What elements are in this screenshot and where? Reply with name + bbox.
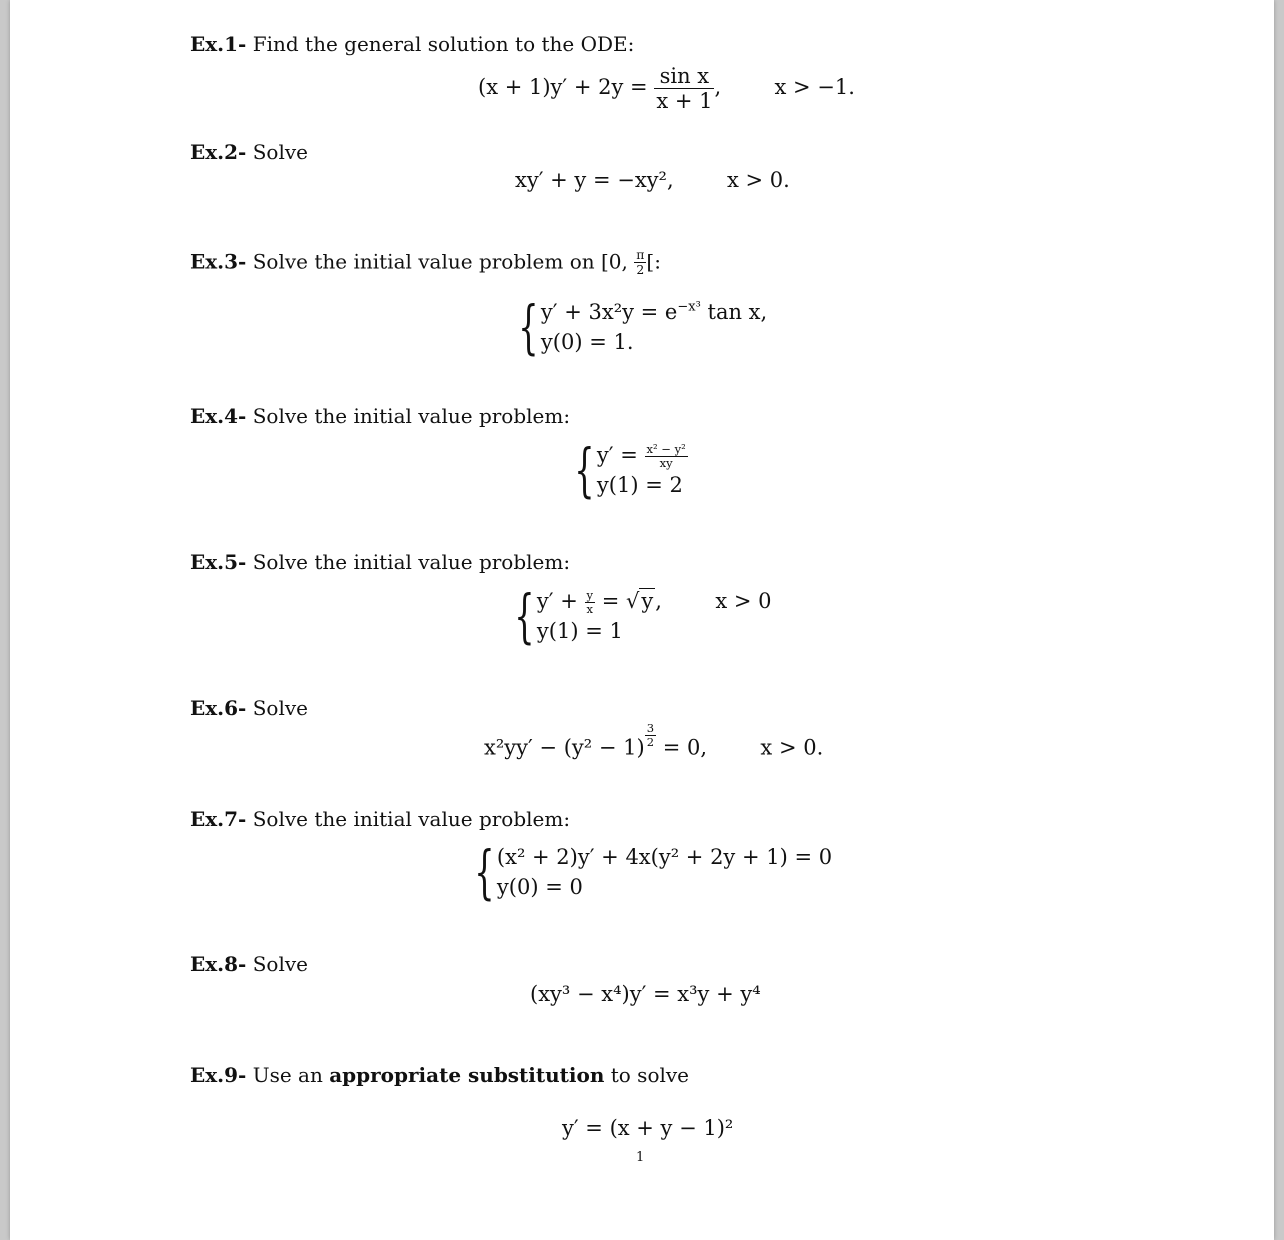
exercise-text: Find the general solution to the ODE:: [252, 32, 635, 56]
numerator: y: [586, 587, 594, 602]
system-line-1: $y' + 3x^2y = e^{-x^3}$ tan x,: [540, 299, 768, 324]
fraction: [654, 64, 714, 113]
system-line-2: y(1) = 1: [536, 619, 623, 644]
exercise-text: Solve: [252, 140, 308, 164]
system-line-2: y(1) = 2: [596, 473, 683, 498]
equation-4-system: [566, 436, 688, 505]
exercise-label: Ex.9-: [190, 1063, 247, 1087]
exercise-label: Ex.4-: [190, 404, 247, 428]
exercise-label: Ex.3-: [190, 249, 247, 274]
condition: x > 0.: [727, 168, 790, 192]
equation-1: (x + 1)y′ + 2y = $\frac{\text{sin x}}{x + 1}$ , x > −1.: [478, 64, 855, 114]
page-number: 1: [636, 1150, 645, 1165]
exercise-text: Solve the initial value problem:: [252, 550, 571, 574]
system-line-1: (x² + 2)y′ + 4x(y² + 2y + 1) = 0: [496, 845, 833, 869]
denominator: x + 1: [656, 89, 713, 114]
fraction: [585, 589, 596, 617]
radicand: y: [641, 589, 654, 613]
denominator: xy: [659, 456, 673, 470]
denominator: 2: [636, 262, 645, 278]
condition: x > 0.: [760, 735, 824, 760]
equation-lhs: (x + 1)y′ + 2y =: [478, 75, 648, 100]
left-brace: {: [514, 582, 535, 651]
equation-7-system: [466, 838, 833, 906]
exercise-text: Solve: [252, 952, 308, 976]
system-line-1: y′ + $\frac{y}{x}$ = √y, x > 0: [536, 587, 772, 616]
exponent-fraction: [645, 722, 656, 750]
left-brace: {: [518, 293, 539, 361]
exercise-9-heading: [190, 1063, 689, 1087]
numerator: π: [636, 247, 645, 262]
system-line-2: y(0) = 0: [496, 875, 583, 899]
exercise-text: to solve: [610, 1063, 690, 1087]
exercise-label: Ex.8-: [190, 952, 247, 976]
left-brace: {: [474, 838, 495, 906]
equation-body: xy′ + y = −xy²,: [515, 168, 674, 192]
system-line-1: y′ = $\frac{\text{x² − y²}}{xy}$: [596, 441, 686, 470]
exercise-3-heading: [190, 248, 661, 278]
document-page: [10, 0, 1274, 1240]
exercise-6-heading: [190, 696, 308, 720]
exercise-8-heading: [190, 952, 308, 976]
equation-9: y′ = (x + y − 1)²: [562, 1116, 734, 1140]
exercise-text: Solve the initial value problem:: [252, 404, 571, 428]
exercise-5-heading: [190, 550, 570, 574]
exercise-text: Use an: [252, 1063, 323, 1087]
equation-5-system: [506, 582, 772, 651]
exercise-label: Ex.5-: [190, 550, 247, 574]
equation-8: (xy³ − x⁴)y′ = x³y + y⁴: [530, 982, 761, 1006]
equation-6: x²yy′ − (y² − 1) $\frac{3}{2}$ = 0, x > 0.: [484, 721, 824, 760]
exercise-label: Ex.6-: [190, 696, 247, 720]
numerator: sin x: [654, 64, 714, 89]
numerator: x² − y²: [646, 441, 686, 456]
equation-3-system: [510, 293, 768, 361]
exercise-emphasis: appropriate substitution: [329, 1063, 605, 1087]
condition: x > −1.: [774, 75, 855, 100]
left-brace: {: [574, 436, 595, 505]
denominator: 2: [646, 735, 655, 750]
exercise-4-heading: [190, 404, 570, 428]
exercise-label: Ex.1-: [190, 32, 247, 56]
equation-2: [515, 168, 790, 192]
exercise-1-heading: [190, 32, 634, 56]
condition: x > 0: [715, 589, 772, 613]
system-line-2: y(0) = 1.: [540, 330, 634, 354]
exercise-2-heading: [190, 140, 308, 164]
exercise-7-heading: [190, 807, 570, 831]
exercise-label: Ex.2-: [190, 140, 247, 164]
fraction: [645, 443, 688, 471]
denominator: x: [586, 602, 594, 616]
exercise-label: Ex.7-: [190, 807, 247, 831]
exercise-text: Solve the initial value problem:: [252, 807, 571, 831]
numerator: 3: [646, 721, 655, 735]
exercise-text: Solve: [252, 696, 308, 720]
exercise-text-tail: [:: [646, 249, 661, 274]
interval-fraction: [634, 248, 646, 278]
exercise-text: Solve the initial value problem on [0,: [252, 249, 628, 274]
